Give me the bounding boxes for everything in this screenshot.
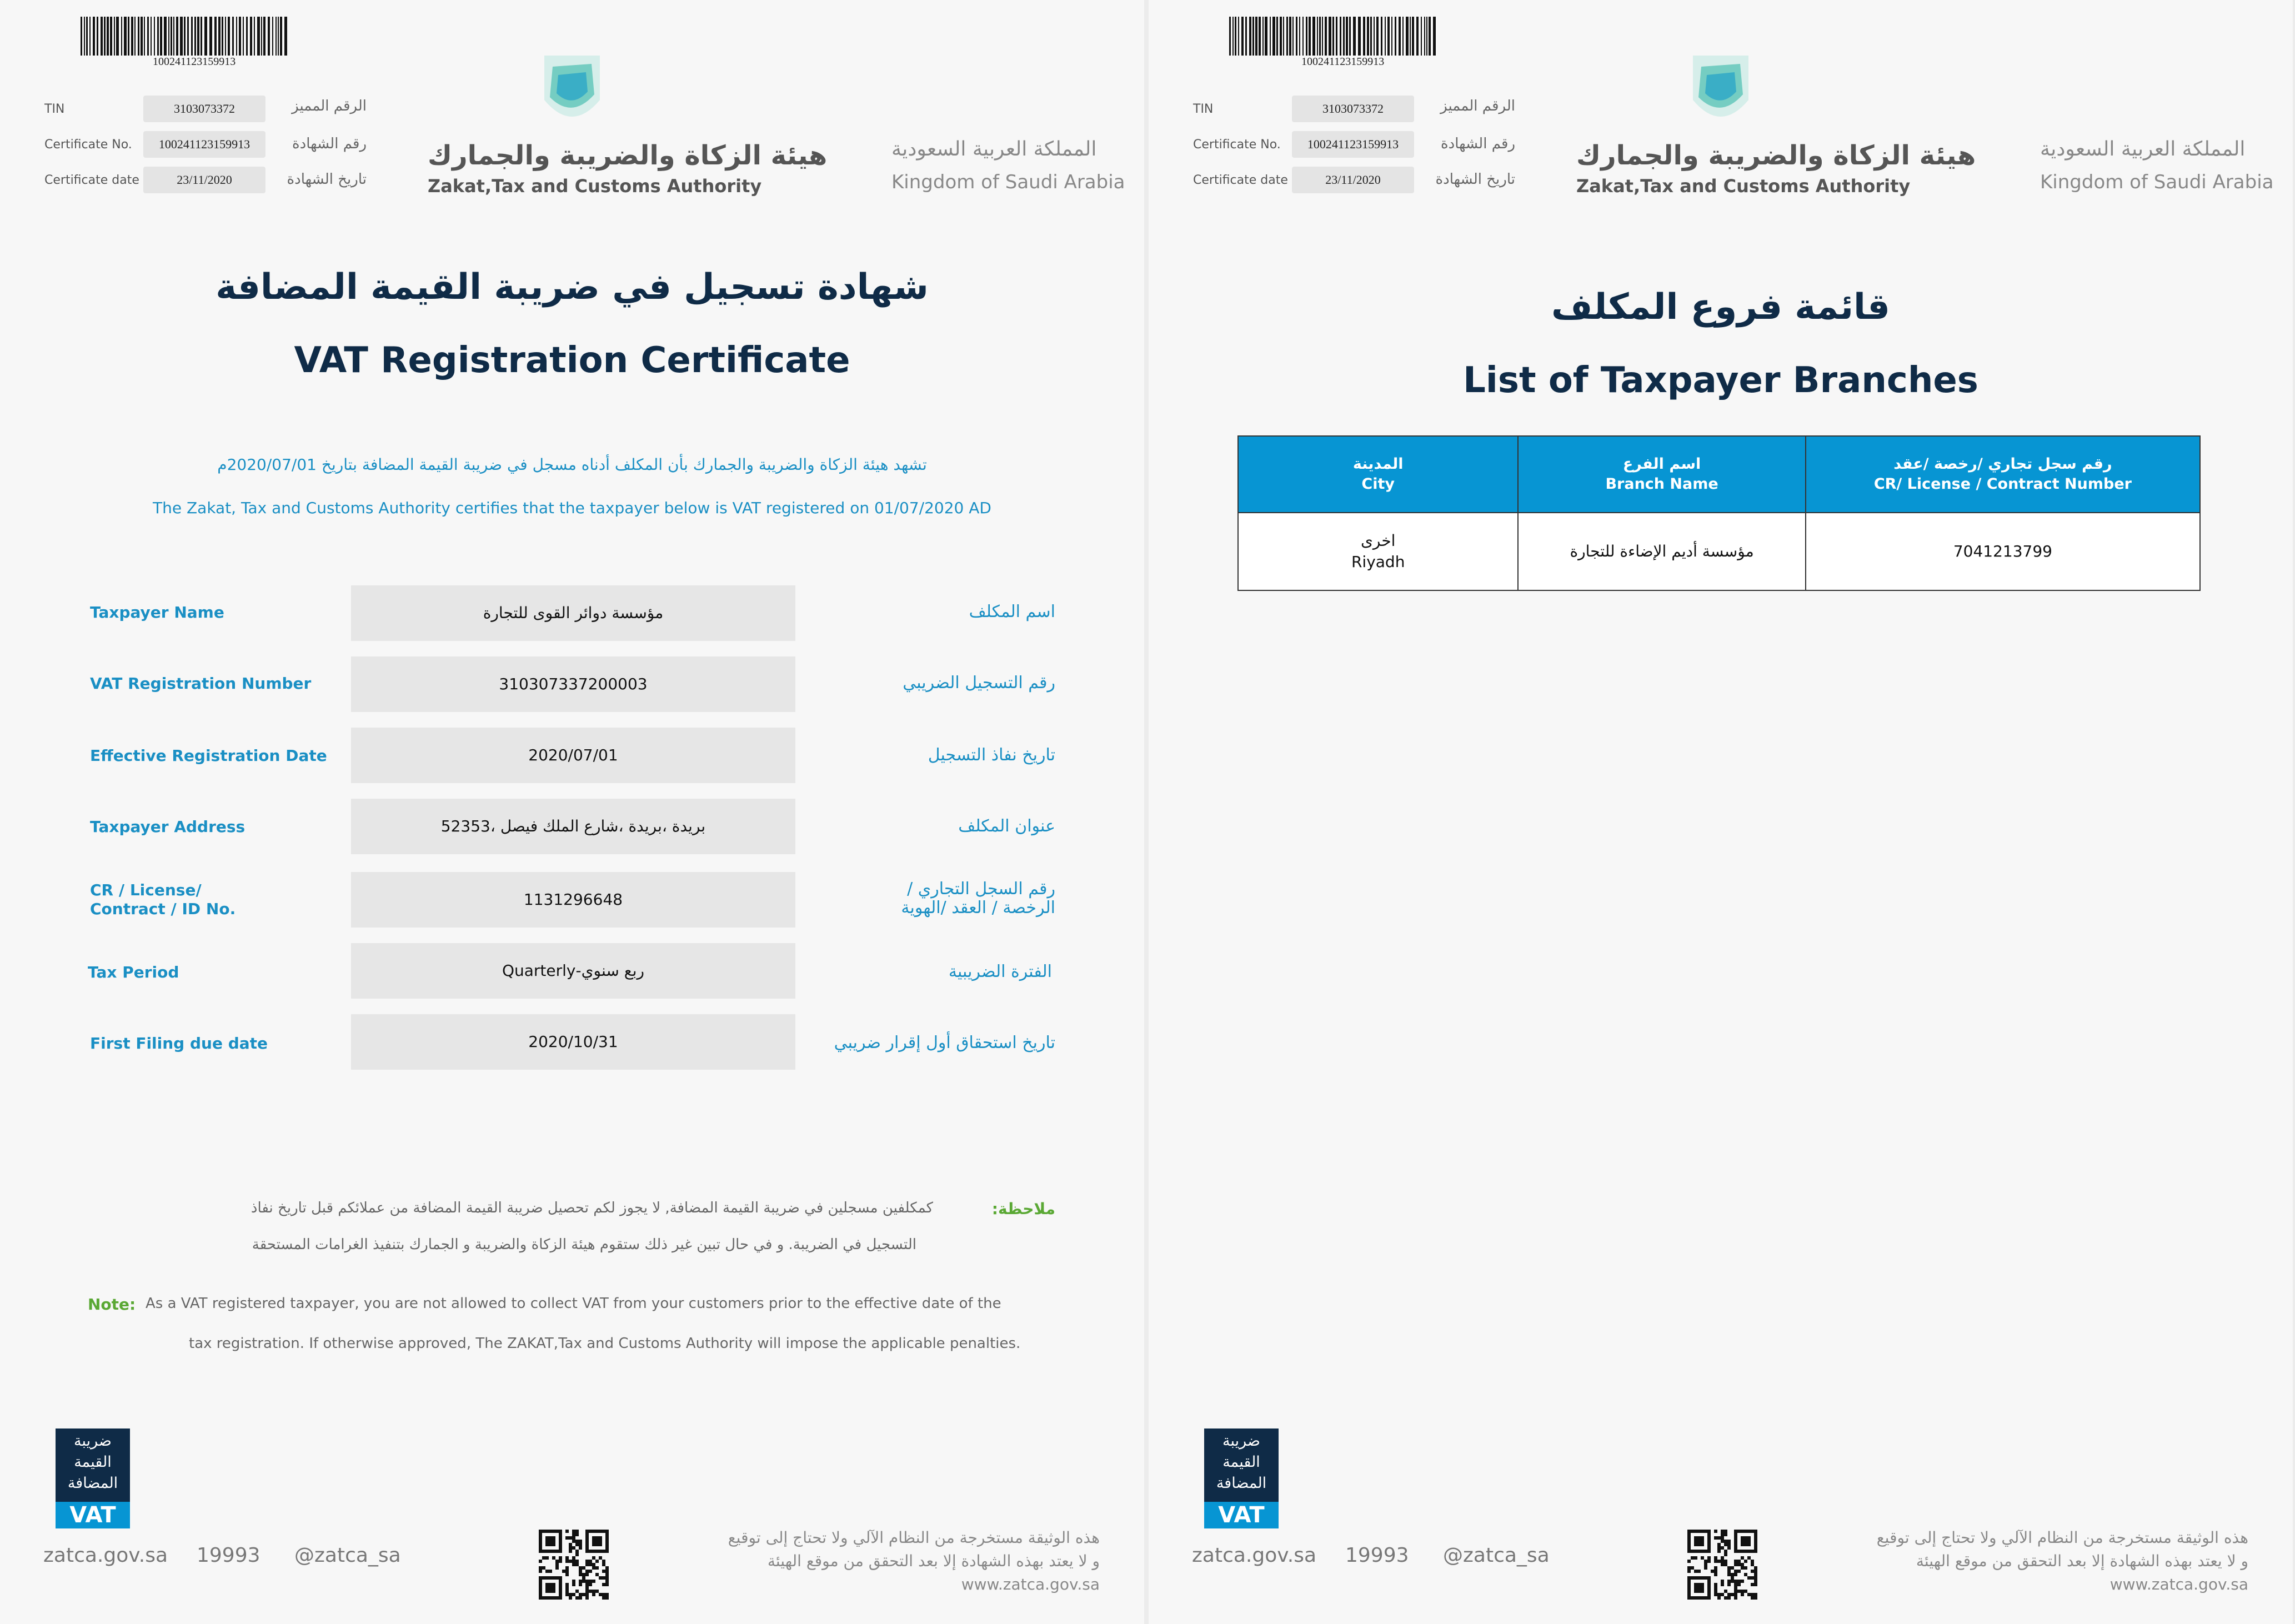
vat-logo-ar-2: القيمة xyxy=(74,1453,112,1471)
taxpayer-name-label-ar: اسم المكلف xyxy=(969,602,1055,621)
barcode-number: 100241123159913 xyxy=(153,56,236,68)
vat-registration-number-value: 310307337200003 xyxy=(351,656,795,712)
vat-logo-ar-1: ضريبة xyxy=(74,1432,112,1450)
taxpayer-address-label: Taxpayer Address xyxy=(90,818,245,836)
vat-logo xyxy=(56,1428,130,1526)
vat-logo-en: VAT xyxy=(1204,1502,1279,1528)
branch-city-ar: اخرى xyxy=(1360,532,1396,550)
certificate-no-label: Certificate No. xyxy=(1193,138,1281,152)
authority-name-ar: هيئة الزكاة والضريبة والجمارك xyxy=(428,140,828,171)
footer-disclaimer-line1: هذه الوثيقة مستخرجة من النظام الآلي ولا تحتاج إلى توقيع xyxy=(728,1528,1100,1547)
certificate-date-value: 23/11/2020 xyxy=(143,167,265,193)
note-label-ar: ملاحظة: xyxy=(991,1200,1055,1218)
tax-period-label: Tax Period xyxy=(88,963,179,981)
column-header-city xyxy=(1238,436,1518,513)
certificate-date-label-ar: تاريخ الشهادة xyxy=(1435,171,1515,188)
column-header-cr-number-en: CR/ License / Contract Number xyxy=(1873,475,2132,493)
authority-name-en: Zakat,Tax and Customs Authority xyxy=(428,176,762,197)
taxpayer-address-label-ar: عنوان المكلف xyxy=(958,816,1055,836)
footer-disclaimer-url[interactable]: www.zatca.gov.sa xyxy=(2109,1575,2248,1593)
vat-logo-ar-3: المضافة xyxy=(67,1475,118,1492)
footer-phone: 19993 xyxy=(197,1544,260,1567)
column-header-branch-name xyxy=(1518,436,1805,513)
tin-label-ar: الرقم المميز xyxy=(292,98,367,114)
vat-logo-ar-3: المضافة xyxy=(1216,1475,1267,1492)
branches-title-ar: قائمة فروع المكلف xyxy=(1551,287,1890,328)
first-filing-due-date-value: 2020/10/31 xyxy=(351,1014,795,1070)
effective-registration-date-label: Effective Registration Date xyxy=(90,746,327,765)
column-header-cr-number xyxy=(1806,436,2200,513)
note-label-en: Note: xyxy=(88,1295,136,1314)
certification-statement-en: The Zakat, Tax and Customs Authority certifies that the taxpayer below is VAT registered on 01/07/2020 AD xyxy=(153,499,991,517)
certificate-page xyxy=(0,0,1144,1624)
kingdom-name-en: Kingdom of Saudi Arabia xyxy=(891,171,1125,193)
note-text-ar-line1: كمكلفين مسجلين في ضريبة القيمة المضافة, لا يجوز لكم تحصيل ضريبة القيمة المضافة من عملائكم قبل تاريخ نفاذ xyxy=(250,1200,933,1216)
footer-website[interactable]: zatca.gov.sa xyxy=(43,1544,168,1567)
tin-label: TIN xyxy=(1193,102,1214,116)
column-header-cr-number-ar: رقم سجل تجاري /رخصة /عقد xyxy=(1893,455,2112,473)
note-text-ar-line2: التسجيل في الضريبة. و في حال تبين غير ذلك ستقوم هيئة الزكاة والضريبة و الجمارك بتنفيذ الغرامات المستحقة xyxy=(252,1236,916,1253)
cr-license-label-ar: رقم السجل التجاري / الرخصة / العقد /الهوية xyxy=(901,879,1055,918)
footer-disclaimer-line2: و لا يعتد بهذه الشهادة إلا بعد التحقق من موقع الهيئة xyxy=(767,1552,1100,1570)
footer-social-handle[interactable]: @zatca_sa xyxy=(1443,1544,1550,1567)
table-row xyxy=(1238,513,2200,590)
footer-website[interactable]: zatca.gov.sa xyxy=(1192,1544,1317,1567)
vat-registration-number-label-ar: رقم التسجيل الضريبي xyxy=(903,673,1055,693)
footer-social-handle[interactable]: @zatca_sa xyxy=(294,1544,401,1567)
column-header-branch-name-en: Branch Name xyxy=(1605,475,1718,493)
vat-logo-en: VAT xyxy=(56,1502,130,1528)
kingdom-name-ar: المملكة العربية السعودية xyxy=(891,138,1097,161)
certificate-no-label-ar: رقم الشهادة xyxy=(1441,136,1515,152)
barcode-number: 100241123159913 xyxy=(1301,56,1385,68)
taxpayer-name-value: مؤسسة دوائر القوى للتجارة xyxy=(351,585,795,641)
note-text-en-line1: As a VAT registered taxpayer, you are not allowed to collect VAT from your customers prior to the effective date of the xyxy=(146,1295,1001,1312)
certificate-no-label: Certificate No. xyxy=(44,138,132,152)
certificate-date-value: 23/11/2020 xyxy=(1292,167,1414,193)
footer-disclaimer-line1: هذه الوثيقة مستخرجة من النظام الآلي ولا تحتاج إلى توقيع xyxy=(1876,1528,2248,1547)
certificate-date-label: Certificate date xyxy=(1193,173,1288,187)
first-filing-due-date-label: First Filing due date xyxy=(90,1034,268,1052)
certificate-no-value: 100241123159913 xyxy=(143,131,265,158)
column-header-city-en: City xyxy=(1361,475,1395,493)
branches-table xyxy=(1237,435,2201,591)
vat-logo-ar-2: القيمة xyxy=(1222,1453,1260,1471)
branch-city-en: Riyadh xyxy=(1351,553,1405,571)
first-filing-due-date-label-ar: تاريخ استحقاق أول إقرار ضريبي xyxy=(834,1033,1055,1052)
vat-logo-ar-1: ضريبة xyxy=(1222,1432,1260,1450)
cr-license-label: CR / License/ Contract / ID No. xyxy=(90,881,236,918)
table-header-row xyxy=(1238,436,2200,513)
certificate-no-value: 100241123159913 xyxy=(1292,131,1414,158)
footer-phone: 19993 xyxy=(1345,1544,1409,1567)
certificate-no-label-ar: رقم الشهادة xyxy=(292,136,367,152)
authority-emblem-icon xyxy=(1682,50,1760,133)
certification-statement-ar: تشهد هيئة الزكاة والضريبة والجمارك بأن المكلف أدناه مسجل في ضريبة القيمة المضافة بتاريخ 2020/07/01م xyxy=(217,455,927,474)
effective-registration-date-label-ar: تاريخ نفاذ التسجيل xyxy=(928,745,1055,765)
footer-disclaimer-line2: و لا يعتد بهذه الشهادة إلا بعد التحقق من موقع الهيئة xyxy=(1916,1552,2248,1570)
note-text-en-line2: tax registration. If otherwise approved, The ZAKAT,Tax and Customs Authority will impose the applicable penalties. xyxy=(189,1335,1021,1352)
tax-period-label-ar: الفترة الضريبية xyxy=(948,962,1052,981)
barcode-image xyxy=(81,17,325,56)
certificate-title-ar: شهادة تسجيل في ضريبة القيمة المضافة xyxy=(216,267,929,308)
certificate-date-label-ar: تاريخ الشهادة xyxy=(287,171,367,188)
kingdom-name-en: Kingdom of Saudi Arabia xyxy=(2040,171,2274,193)
authority-name-ar: هيئة الزكاة والضريبة والجمارك xyxy=(1576,140,1976,171)
branches-title-en: List of Taxpayer Branches xyxy=(1463,360,1978,401)
tin-value: 3103073372 xyxy=(143,96,265,122)
kingdom-name-ar: المملكة العربية السعودية xyxy=(2040,138,2246,161)
cr-license-value: 1131296648 xyxy=(351,872,795,928)
barcode-image xyxy=(1229,17,1474,56)
qr-code-icon xyxy=(1687,1530,1757,1600)
branches-page xyxy=(1149,0,2293,1624)
authority-emblem-icon xyxy=(533,50,611,133)
tin-value: 3103073372 xyxy=(1292,96,1414,122)
vat-logo xyxy=(1204,1428,1279,1526)
effective-registration-date-value: 2020/07/01 xyxy=(351,728,795,783)
authority-name-en: Zakat,Tax and Customs Authority xyxy=(1576,176,1911,197)
tax-period-value: ربع سنوي-Quarterly xyxy=(351,943,795,999)
branch-city-cell xyxy=(1238,513,1518,590)
certificate-date-label: Certificate date xyxy=(44,173,139,187)
column-header-city-ar: المدينة xyxy=(1352,455,1404,473)
taxpayer-name-label: Taxpayer Name xyxy=(90,603,224,621)
tin-label-ar: الرقم المميز xyxy=(1440,98,1515,114)
tin-label: TIN xyxy=(44,102,65,116)
certificate-title-en: VAT Registration Certificate xyxy=(294,340,850,381)
column-header-branch-name-ar: اسم الفرع xyxy=(1622,455,1701,473)
taxpayer-address-value: بريدة ،بريدة ،شارع الملك فيصل ،52353 xyxy=(351,799,795,854)
branch-cr-number-cell: 7041213799 xyxy=(1806,513,2200,590)
qr-code-icon xyxy=(539,1530,609,1600)
branch-name-cell: مؤسسة أديم الإضاءة للتجارة xyxy=(1518,513,1805,590)
footer-disclaimer-url[interactable]: www.zatca.gov.sa xyxy=(961,1575,1100,1593)
vat-registration-number-label: VAT Registration Number xyxy=(90,674,312,693)
